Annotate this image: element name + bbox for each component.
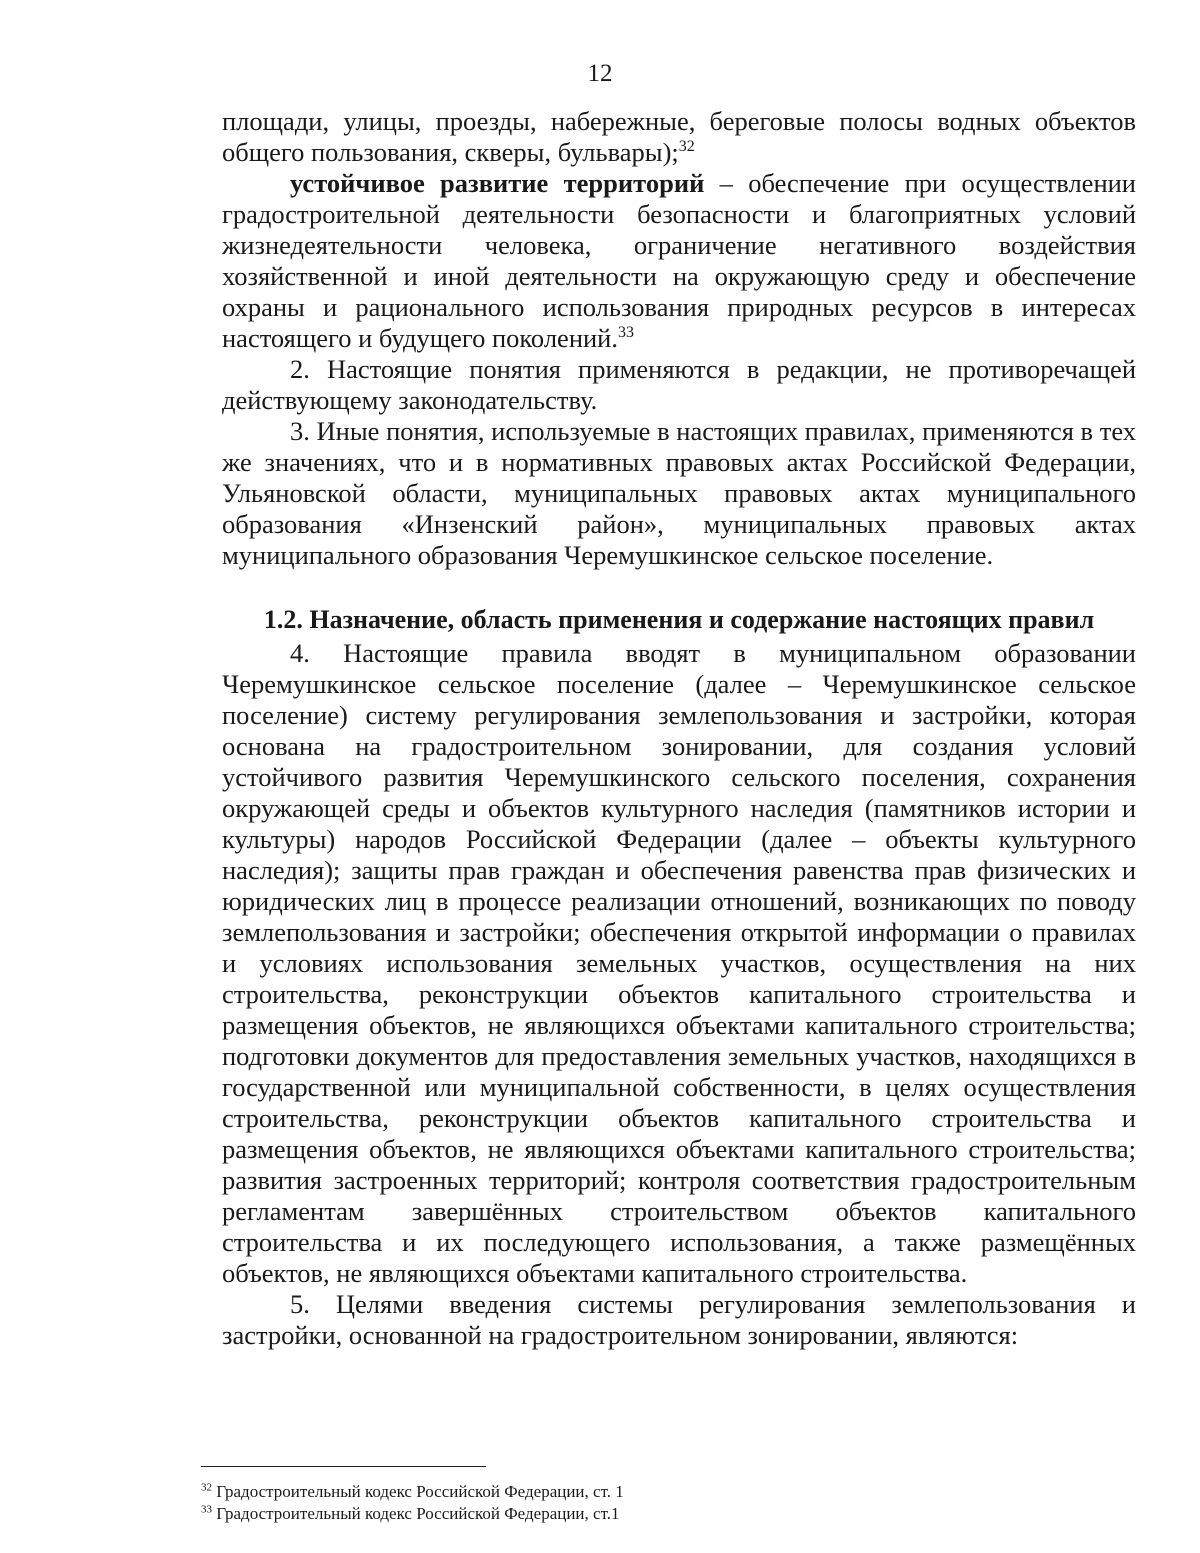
footnote-item (201, 1481, 1001, 1503)
definition-text: – обеспечение при осуществлении градостроительной деятельности безопасности и благоприятных условий жизнедеятельности человека, ограничение негативного воздействия хозяйственной и иной деятельности на окружающую среду и обеспечение охраны и рационального использования природных ресурсов в интересах настоящего и будущего поколений. (222, 168, 1136, 353)
numbered-paragraph-5: 5. Целями введения системы регулирования землепользования и застройки, основанной на градостроительном зонировании, являются: (222, 1289, 1136, 1350)
numbered-paragraph-3: 3. Иные понятия, используемые в настоящих правилах, применяются в тех же значениях, что и в нормативных правовых актах Российской Федерации, Ульяновской области, муниципальных правовых актах муниципального образования «Инзенский район», муниципальных правовых актах муниципального образования Черемушкинское сельское поселение. (222, 416, 1136, 570)
footnotes (201, 1481, 1001, 1525)
footnote-ref[interactable]: 32 (678, 138, 695, 156)
footnote-item (201, 1503, 1001, 1525)
footnote-divider (201, 1466, 486, 1467)
footnote-text: Градостроительный кодекс Российской Федерации, ст.1 (216, 1504, 620, 1523)
footnote-text: Градостроительный кодекс Российской Федерации, ст. 1 (216, 1482, 624, 1501)
paragraph-text: площади, улицы, проезды, набережные, береговые полосы водных объектов общего пользования, скверы, бульвары); (222, 106, 1136, 167)
footnote-number: 33 (201, 1503, 212, 1516)
body-text (222, 106, 1136, 1351)
defined-term: устойчивое развитие территорий (290, 168, 705, 198)
footnote-number: 32 (201, 1481, 212, 1494)
page-number: 12 (587, 60, 613, 87)
footnote-ref[interactable]: 33 (618, 324, 634, 342)
paragraph-continuation (222, 106, 1136, 168)
definition-paragraph (222, 168, 1136, 354)
numbered-paragraph-2: 2. Настоящие понятия применяются в редакции, не противоречащей действующему законодательству. (222, 354, 1136, 415)
numbered-paragraph-4: 4. Настоящие правила вводят в муниципальном образовании Черемушкинское сельское поселение (далее – Черемушкинское сельское поселение) систему регулирования землепользования и застройки, которая основана на градостроительном зонировании, для создания условий устойчивого развития Черемушкинского сельского поселения, сохранения окружающей среды и объектов культурного наследия (памятников истории и культуры) народов Российской Федерации (далее – объекты культурного наследия); защиты прав граждан и обеспечения равенства прав физических и юридических лиц в процессе реализации отношений, возникающих по поводу землепользования и застройки; обеспечения открытой информации о правилах и условиях использования земельных участков, осуществления на них строительства, реконструкции объектов капитального строительства и размещения объектов, не являющихся объектами капитального строительства; подготовки документов для предоставления земельных участков, находящихся в государственной или муниципальной собственности, в целях осуществления строительства, реконструкции объектов капитального строительства и размещения объектов, не являющихся объектами капитального строительства; развития застроенных территорий; контроля соответствия градостроительным регламентам завершённых строительством объектов капитального строительства и их последующего использования, а также размещённых объектов, не являющихся объектами капитального строительства. (222, 638, 1136, 1288)
section-heading: 1.2. Назначение, область применения и содержание настоящих правил (263, 605, 1095, 634)
